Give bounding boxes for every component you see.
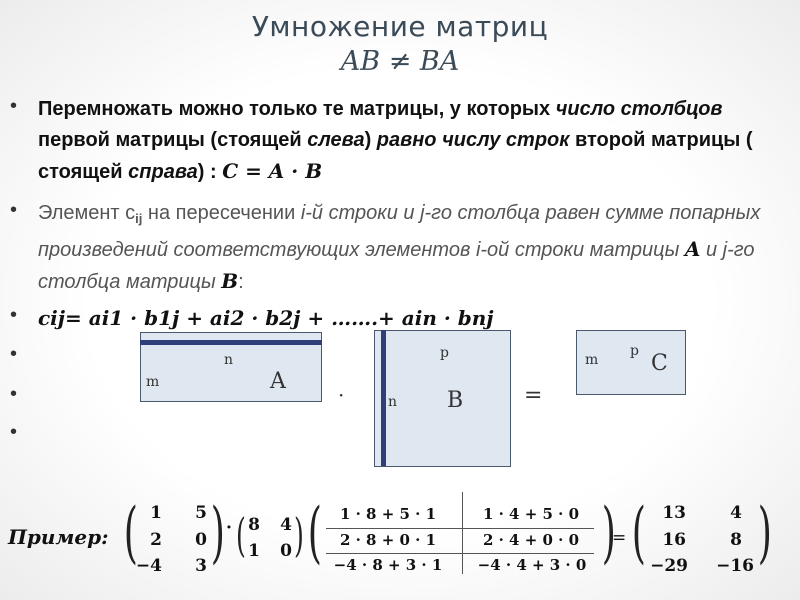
- n-label: n: [388, 394, 398, 410]
- matrix-cell: 8: [730, 530, 742, 550]
- dot-operator: ·: [338, 383, 345, 407]
- matrix-cell: 16: [662, 530, 686, 550]
- bullet-dot: •: [10, 95, 18, 117]
- matrix-cell: 4: [730, 503, 742, 523]
- matrix-cell: 8: [248, 515, 260, 535]
- m-label: m: [585, 352, 599, 368]
- matrix-cell: 3: [195, 556, 207, 576]
- text-span: второй матрицы ( стоящей: [38, 129, 753, 183]
- rule-paragraph: [38, 94, 788, 188]
- slide-subtitle: AB ≠ BA: [340, 46, 460, 77]
- matrix-cell: 13: [662, 503, 686, 523]
- row-divider: [326, 528, 594, 529]
- p-label: p: [440, 345, 449, 361]
- formula-span: A: [684, 237, 701, 261]
- matrix-cell: −16: [716, 556, 754, 576]
- matrix-cell: 1 · 4 + 5 · 0: [482, 505, 580, 523]
- text-span: Элемент c: [38, 202, 136, 224]
- bullet-dot: •: [10, 343, 18, 365]
- row-divider: [326, 553, 594, 554]
- text-span: первой матрицы (стоящей: [38, 129, 308, 151]
- matrix-cell: −29: [650, 556, 688, 576]
- text-span: и j-го столбца матрицы: [38, 239, 755, 293]
- text-span: на пересечении: [142, 202, 301, 224]
- formula-span: B: [221, 269, 239, 293]
- dot-operator: ·: [226, 518, 232, 538]
- right-paren: ): [601, 494, 616, 571]
- equals-operator: =: [612, 528, 627, 548]
- left-paren: (: [123, 494, 138, 571]
- matrix-cell: 1 · 8 + 5 · 1: [339, 505, 437, 523]
- text-span: справа: [128, 161, 198, 183]
- matrix-cell: 2 · 4 + 0 · 0: [482, 531, 580, 549]
- matrix-cell: −4 · 8 + 3 · 1: [333, 556, 443, 574]
- n-label: n: [224, 352, 234, 368]
- element-paragraph: [38, 198, 788, 298]
- text-span: i-й строки и j-го столбца равен сумме попарных произведений соответствующих элементов i-ой строки матрицы: [38, 202, 761, 261]
- text-span: ): [364, 129, 377, 151]
- matrix-cell: 1: [248, 541, 260, 561]
- text-span: ) :: [197, 161, 223, 183]
- matrix-cell: 2: [150, 530, 162, 550]
- text-span: Перемножать можно только те матрицы, у которых: [38, 98, 556, 120]
- matrix-cell: 5: [195, 503, 207, 523]
- matrix-b-column-bar: [381, 330, 386, 466]
- text-span: число столбцов: [555, 98, 723, 120]
- matrix-cell: −4 · 4 + 3 · 0: [477, 556, 587, 574]
- matrix-a-row-bar: [140, 340, 322, 345]
- c-label: C: [651, 351, 668, 376]
- m-label: m: [146, 374, 160, 390]
- left-paren: (: [307, 494, 322, 571]
- bullet-dot: •: [10, 199, 18, 221]
- column-divider: [462, 492, 463, 574]
- equals-operator: =: [524, 383, 543, 408]
- right-paren: ): [294, 508, 304, 562]
- bullet-dot: •: [10, 304, 18, 326]
- text-span: слева: [307, 129, 365, 151]
- right-paren: ): [757, 494, 772, 571]
- left-paren: (: [631, 494, 646, 571]
- text-span: :: [238, 271, 244, 293]
- a-label: A: [270, 369, 286, 394]
- bullet-dot: •: [10, 421, 18, 443]
- bullet-dot: •: [10, 383, 18, 405]
- matrix-cell: 2 · 8 + 0 · 1: [339, 531, 437, 549]
- matrix-cell: 1: [150, 503, 162, 523]
- element-formula: cij= ai1 · b1j + ai2 · b2j + …….+ ain · bnj: [38, 306, 494, 330]
- p-label: p: [630, 343, 639, 359]
- matrix-cell: 4: [280, 515, 292, 535]
- matrix-cell: 0: [195, 530, 207, 550]
- example-label: Пример:: [8, 525, 109, 549]
- text-span: равно числу строк: [376, 129, 570, 151]
- matrix-cell: −4: [135, 556, 162, 576]
- right-paren: ): [210, 494, 225, 571]
- left-paren: (: [236, 508, 246, 562]
- b-label: B: [447, 388, 464, 413]
- formula-span: C = A · B: [222, 159, 323, 183]
- matrix-cell: 0: [280, 541, 292, 561]
- slide-title: Умножение матриц: [251, 10, 549, 43]
- subscript: ij: [135, 211, 143, 226]
